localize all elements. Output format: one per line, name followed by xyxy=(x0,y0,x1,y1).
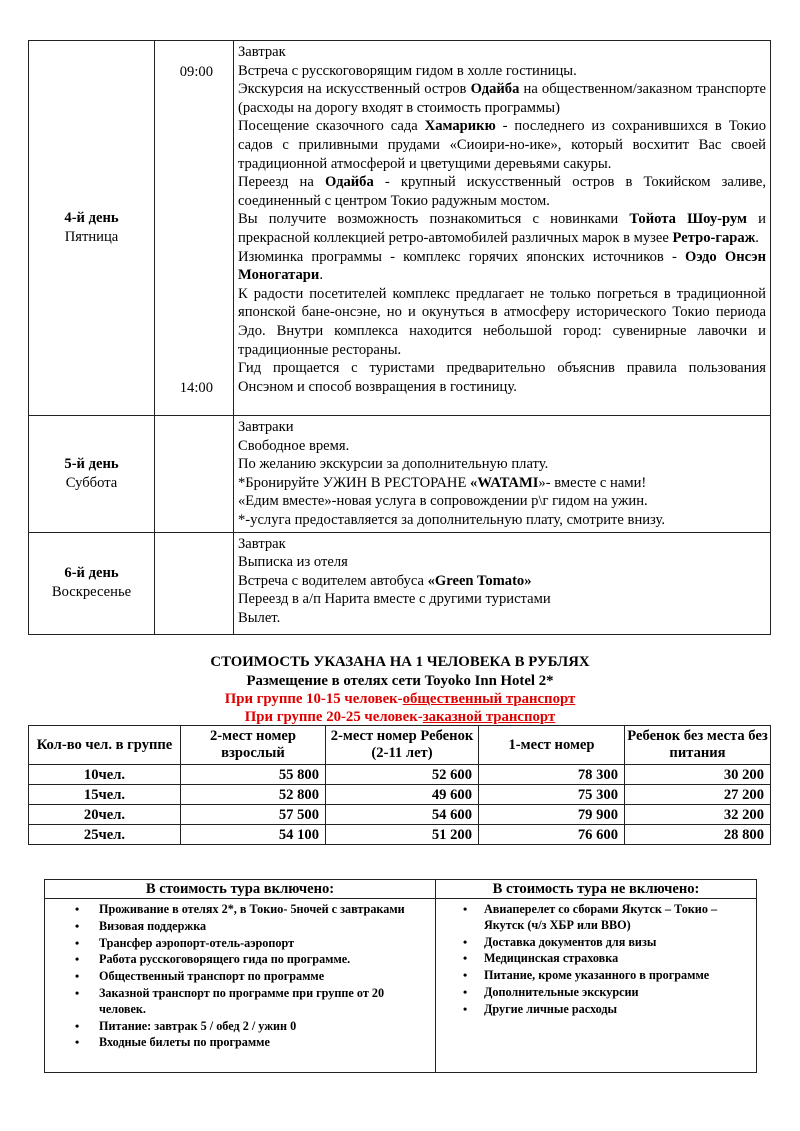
desc-line: Завтрак xyxy=(238,535,286,552)
bullet-icon: • xyxy=(463,984,468,999)
hotel-line: Размещение в отелях сети Toyoko Inn Hotel 2* xyxy=(246,673,554,689)
header-double-child: 2-мест номер Ребенок (2-11 лет) xyxy=(326,726,479,765)
bullet-icon: • xyxy=(75,935,80,950)
bullet-icon: • xyxy=(75,902,80,916)
desc-line: Гид прощается с туристами предварительно объяснив правила пользования Онсэном и способ возвращения в гостиницу. xyxy=(238,360,766,395)
bullet-icon: • xyxy=(75,969,80,984)
desc-line: Переезд на Одайба - крупный искусственный остров в Токийском заливе, соединенный с центром Токио радужным мостом. xyxy=(238,174,766,209)
day-weekday: Воскресенье xyxy=(51,584,132,601)
day-weekday: Суббота xyxy=(65,474,118,491)
list-item: • Трансфер аэропорт-отель-аэропорт xyxy=(75,935,295,950)
inclusions-body-row xyxy=(45,899,757,1073)
group-size: 25чел. xyxy=(29,825,181,845)
list-item: • Проживание в отелях 2*, в Токио- 5ночей с завтраками xyxy=(75,902,405,916)
time-end: 14:00 xyxy=(179,380,213,396)
group-size: 15чел. xyxy=(29,785,181,805)
desc-line: Посещение сказочного сада Хамарикю - последнего из сохранившихся в Токио садов с приливными прудами «Сиоири-но-ике», который восхитит Вас своей традиционной атмосферой и цветущими деревьями сакуры. xyxy=(238,118,767,172)
pricing-heading: СТОИМОСТЬ УКАЗАНА НА 1 ЧЕЛОВЕКА В РУБЛЯХ xyxy=(210,654,590,670)
day-cell xyxy=(29,416,155,533)
day-description xyxy=(234,416,771,533)
desc-line: Встреча с русскоговорящим гидом в холле гостиницы. xyxy=(238,62,577,79)
desc-line: Изюминка программы - комплекс горячих японских источников - Оэдо Онсэн Моногатари. xyxy=(238,248,766,284)
day-weekday: Пятница xyxy=(64,229,119,245)
day-title: 5-й день xyxy=(64,456,119,473)
desc-line: Завтраки xyxy=(238,419,294,435)
bullet-icon: • xyxy=(75,985,80,1000)
time-cell xyxy=(155,532,234,634)
list-item: • Заказной транспорт по программе при группе от 20 человек. xyxy=(75,985,385,1016)
group1-line: При группе 10-15 человек-общественный транспорт xyxy=(224,691,576,707)
desc-line: Встреча с водителем автобуса «Green Tomato» xyxy=(238,572,532,589)
bullet-icon: • xyxy=(75,1018,80,1033)
bullet-icon: • xyxy=(463,902,468,916)
header-group-size: Кол-во чел. в группе xyxy=(29,726,181,765)
desc-line: Свободное время. xyxy=(238,437,350,454)
desc-line: Завтрак xyxy=(238,44,286,60)
list-item: • Авиаперелет со сборами Якутск – Токио – Якутск (ч/з ХБР или ВВО) xyxy=(463,902,718,932)
price-child: 51 200 xyxy=(326,825,479,845)
day-description xyxy=(234,532,771,634)
price-child: 52 600 xyxy=(326,765,479,785)
price-adult: 54 100 xyxy=(181,825,326,845)
price-adult: 52 800 xyxy=(181,785,326,805)
list-item: • Общественный транспорт по программе xyxy=(75,969,325,984)
time-cell xyxy=(155,41,234,416)
desc-line: *-услуга предоставляется за дополнительную плату, смотрите внизу. xyxy=(238,511,666,528)
day-cell xyxy=(29,532,155,634)
bullet-icon: • xyxy=(75,1035,80,1050)
header-child-no-bed: Ребенок без места без питания xyxy=(625,726,771,765)
included-title: В стоимость тура включено: xyxy=(45,880,436,899)
day-title: 4-й день xyxy=(64,210,119,227)
day-cell xyxy=(29,41,155,416)
day-title: 6-й день xyxy=(64,565,119,582)
price-single: 78 300 xyxy=(479,765,625,785)
table-row xyxy=(29,825,771,845)
time-cell xyxy=(155,416,234,533)
desc-line: «Едим вместе»-новая услуга в сопровождении р\г гидом на ужин. xyxy=(238,493,648,510)
price-nobed: 32 200 xyxy=(625,805,771,825)
desc-line: К радости посетителей комплекс предлагает не только погреться в традиционной японской бане-онсэне, но и окунуться в атмосферу исторического Токио периода Эдо. Внутри комплекса находится небольшой город: сувенирные лавочки и традиционные рестораны. xyxy=(238,285,766,358)
header-single: 1-мест номер xyxy=(479,726,625,765)
list-item: • Медицинская страховка xyxy=(463,951,619,966)
bullet-icon: • xyxy=(463,1001,468,1016)
desc-line: Выписка из отеля xyxy=(238,554,348,571)
program-row-day6 xyxy=(29,532,771,634)
day-description xyxy=(234,41,771,416)
price-nobed: 27 200 xyxy=(625,785,771,805)
list-item: • Питание: завтрак 5 / обед 2 / ужин 0 xyxy=(75,1018,297,1033)
price-nobed: 28 800 xyxy=(625,825,771,845)
bullet-icon: • xyxy=(75,952,80,967)
list-item: • Работа русскоговорящего гида по программе. xyxy=(75,952,351,967)
price-table xyxy=(28,725,771,845)
price-adult: 57 500 xyxy=(181,805,326,825)
table-row xyxy=(29,805,771,825)
table-row xyxy=(29,765,771,785)
list-item: • Доставка документов для визы xyxy=(463,934,657,949)
bullet-icon: • xyxy=(75,918,80,933)
desc-line: По желанию экскурсии за дополнительную плату. xyxy=(238,456,549,473)
excluded-title: В стоимость тура не включено: xyxy=(436,880,757,899)
group-size: 20чел. xyxy=(29,805,181,825)
desc-line: Вылет. xyxy=(238,609,281,626)
time-start: 09:00 xyxy=(179,64,213,80)
list-item: • Дополнительные экскурсии xyxy=(463,984,639,999)
list-item: • Визовая поддержка xyxy=(75,918,207,933)
included-cell xyxy=(45,899,436,1073)
price-child: 54 600 xyxy=(326,805,479,825)
desc-line: Переезд в а/п Нарита вместе с другими туристами xyxy=(238,591,551,608)
list-item: • Другие личные расходы xyxy=(463,1001,618,1016)
inclusions-table xyxy=(44,879,757,1073)
price-single: 75 300 xyxy=(479,785,625,805)
price-single: 76 600 xyxy=(479,825,625,845)
excluded-list xyxy=(436,902,752,1018)
list-item: • Входные билеты по программе xyxy=(75,1035,270,1050)
price-header-row xyxy=(29,726,771,765)
price-adult: 55 800 xyxy=(181,765,326,785)
desc-line: Экскурсия на искусственный остров Одайба на общественном/заказном транспорте (расходы на дорогу входят в стоимость программы) xyxy=(238,81,766,116)
program-table xyxy=(28,40,771,635)
desc-line: Вы получите возможность познакомиться с новинками Тойота Шоу-рум и прекрасной коллекцией ретро-автомобилей различных марок в музее Ретро-гараж. xyxy=(238,211,766,246)
price-single: 79 900 xyxy=(479,805,625,825)
desc-line: *Бронируйте УЖИН В РЕСТОРАНЕ «WATAMI»- вместе с нами! xyxy=(238,474,647,491)
bullet-icon: • xyxy=(463,934,468,949)
group2-line: При группе 20-25 человек-заказной транспорт xyxy=(244,709,556,725)
program-row-day5 xyxy=(29,416,771,533)
excluded-cell xyxy=(436,899,757,1073)
price-nobed: 30 200 xyxy=(625,765,771,785)
group-size: 10чел. xyxy=(29,765,181,785)
included-list xyxy=(45,902,431,1051)
list-item: • Питание, кроме указанного в программе xyxy=(463,968,710,983)
header-double-adult: 2-мест номер взрослый xyxy=(181,726,326,765)
price-child: 49 600 xyxy=(326,785,479,805)
bullet-icon: • xyxy=(463,951,468,966)
bullet-icon: • xyxy=(463,968,468,983)
program-row-day4 xyxy=(29,41,771,416)
table-row xyxy=(29,785,771,805)
inclusions-header-row xyxy=(45,880,757,899)
